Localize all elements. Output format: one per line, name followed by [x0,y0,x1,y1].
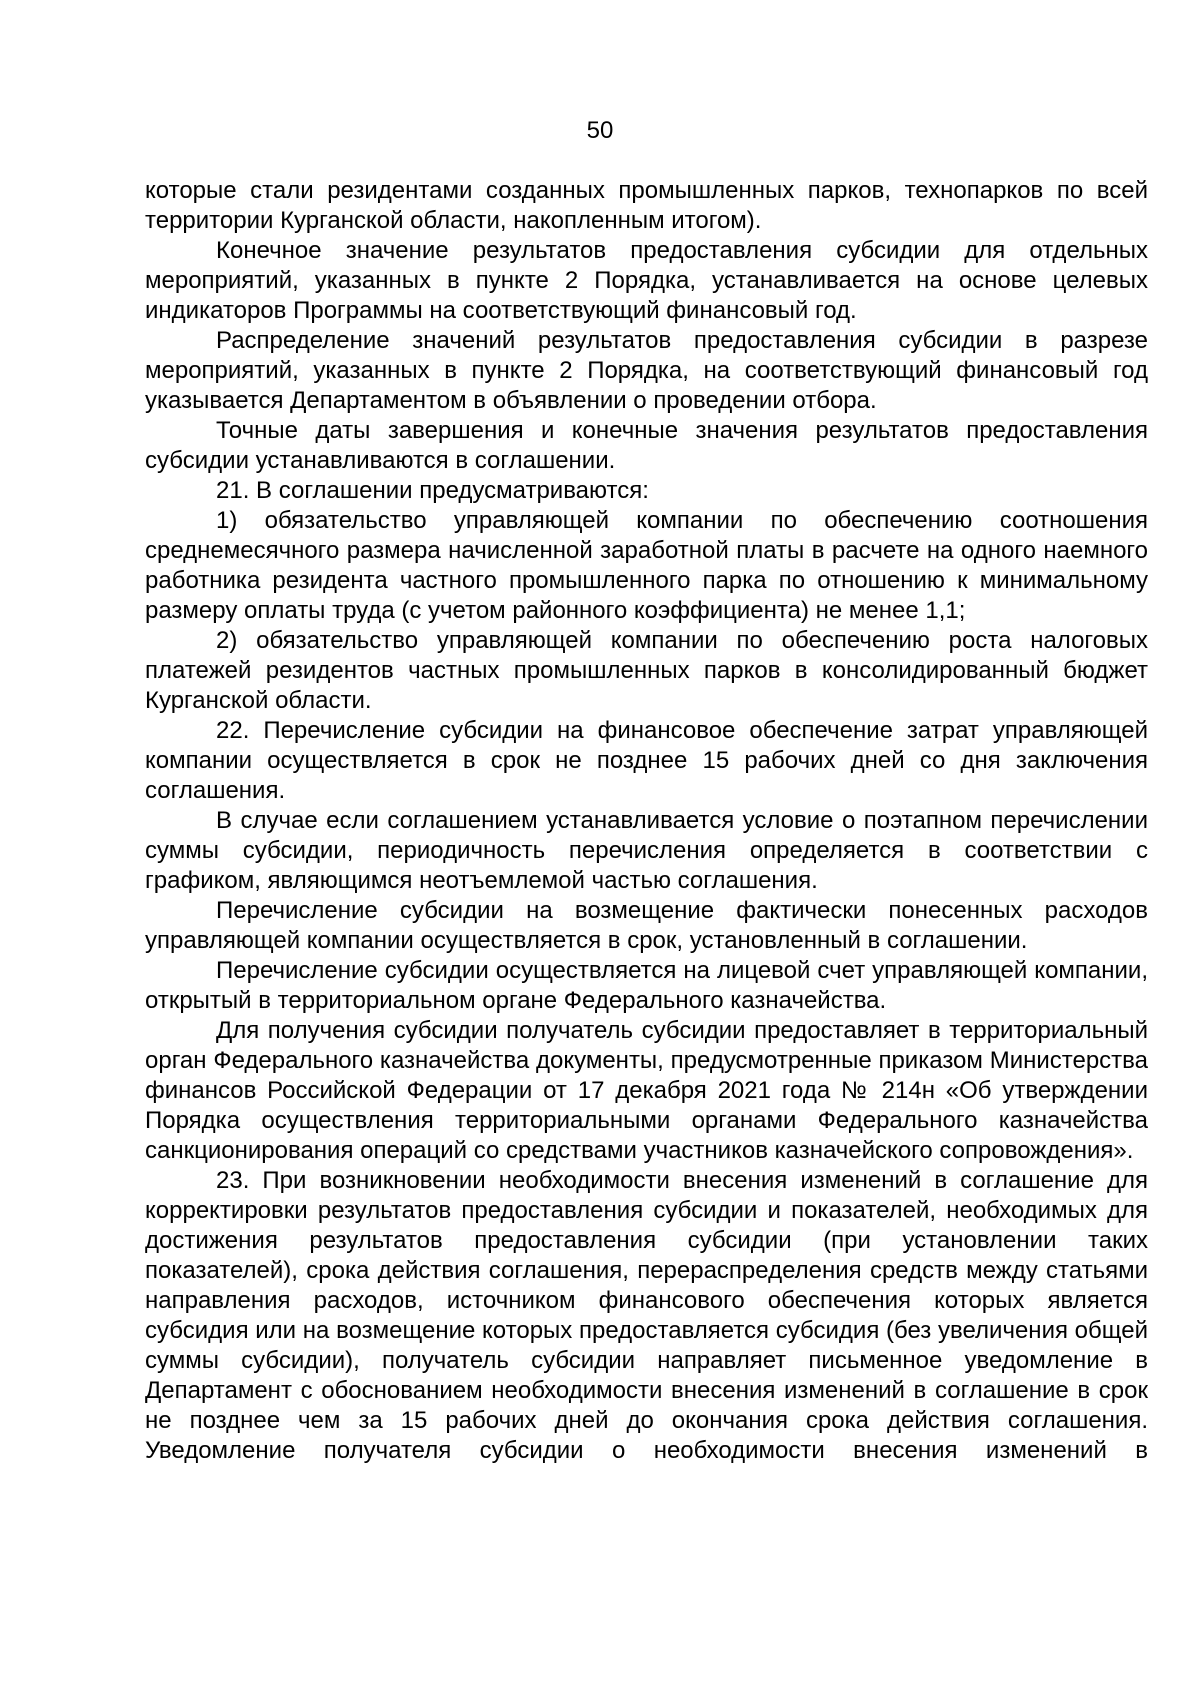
paragraph-personal-account: Перечисление субсидии осуществляется на лицевой счет управляющей компании, открытый в территориальном органе Федерального казначейства. [145,957,1148,1014]
paragraph-continuation: которые стали резидентами созданных промышленных парков, технопарков по всей территории Курганской области, накопленным итогом). [145,177,1148,234]
clause-23: 23. При возникновении необходимости внесения изменений в соглашение для корректировки результатов предоставления субсидии и показателей, необходимых для достижения результатов предоставления субсидии (при установлении таких показателей), срока действия соглашения, перераспределения средств между статьями направления расходов, источником финансового обеспечения которых является субсидия или на возмещение которых предоставляется субсидия (без увеличения общей суммы субсидии), получатель субсидии направляет письменное уведомление в Департамент с обоснованием необходимости внесения изменений в соглашение в срок не позднее чем за 15 рабочих дней до окончания срока действия соглашения. Уведомление получателя субсидии о необходимости внесения изменений в [145,1167,1148,1464]
paragraph-exact-dates: Точные даты завершения и конечные значения результатов предоставления субсидии устанавливаются в соглашении. [145,417,1148,474]
paragraph-documents: Для получения субсидии получатель субсидии предоставляет в территориальный орган Федерального казначейства документы, предусмотренные приказом Министерства финансов Российской Федерации от 17 декабря 2021 года № 214н «Об утверждении Порядка осуществления территориальными органами Федерального казначейства санкционирования операций со средствами участников казначейского сопровождения». [145,1017,1148,1164]
clause-22: 22. Перечисление субсидии на финансовое обеспечение затрат управляющей компании осуществляется в срок не позднее 15 рабочих дней со дня заключения соглашения. [145,717,1148,804]
paragraph-reimbursement: Перечисление субсидии на возмещение фактически понесенных расходов управляющей компании осуществляется в срок, установленный в соглашении. [145,897,1148,954]
document-body [145,176,1148,1466]
clause-21-item-2: 2) обязательство управляющей компании по обеспечению роста налоговых платежей резидентов частных промышленных парков в консолидированный бюджет Курганской области. [145,627,1148,714]
paragraph-final-value: Конечное значение результатов предоставления субсидии для отдельных мероприятий, указанных в пункте 2 Порядка, устанавливается на основе целевых индикаторов Программы на соответствующий финансовый год. [145,237,1148,324]
page-number: 50 [586,117,614,144]
paragraph-distribution: Распределение значений результатов предоставления субсидии в разрезе мероприятий, указанных в пункте 2 Порядка, на соответствующий финансовый год указывается Департаментом в объявлении о проведении отбора. [145,327,1148,414]
clause-21-item-1: 1) обязательство управляющей компании по обеспечению соотношения среднемесячного размера начисленной заработной платы в расчете на одного наемного работника резидента частного промышленного парка по отношению к минимальному размеру оплаты труда (с учетом районного коэффициента) не менее 1,1; [145,507,1148,624]
clause-21-heading: 21. В соглашении предусматриваются: [216,477,649,504]
paragraph-staged-transfer: В случае если соглашением устанавливается условие о поэтапном перечислении суммы субсидии, периодичность перечисления определяется в соответствии с графиком, являющимся неотъемлемой частью соглашения. [145,807,1148,894]
